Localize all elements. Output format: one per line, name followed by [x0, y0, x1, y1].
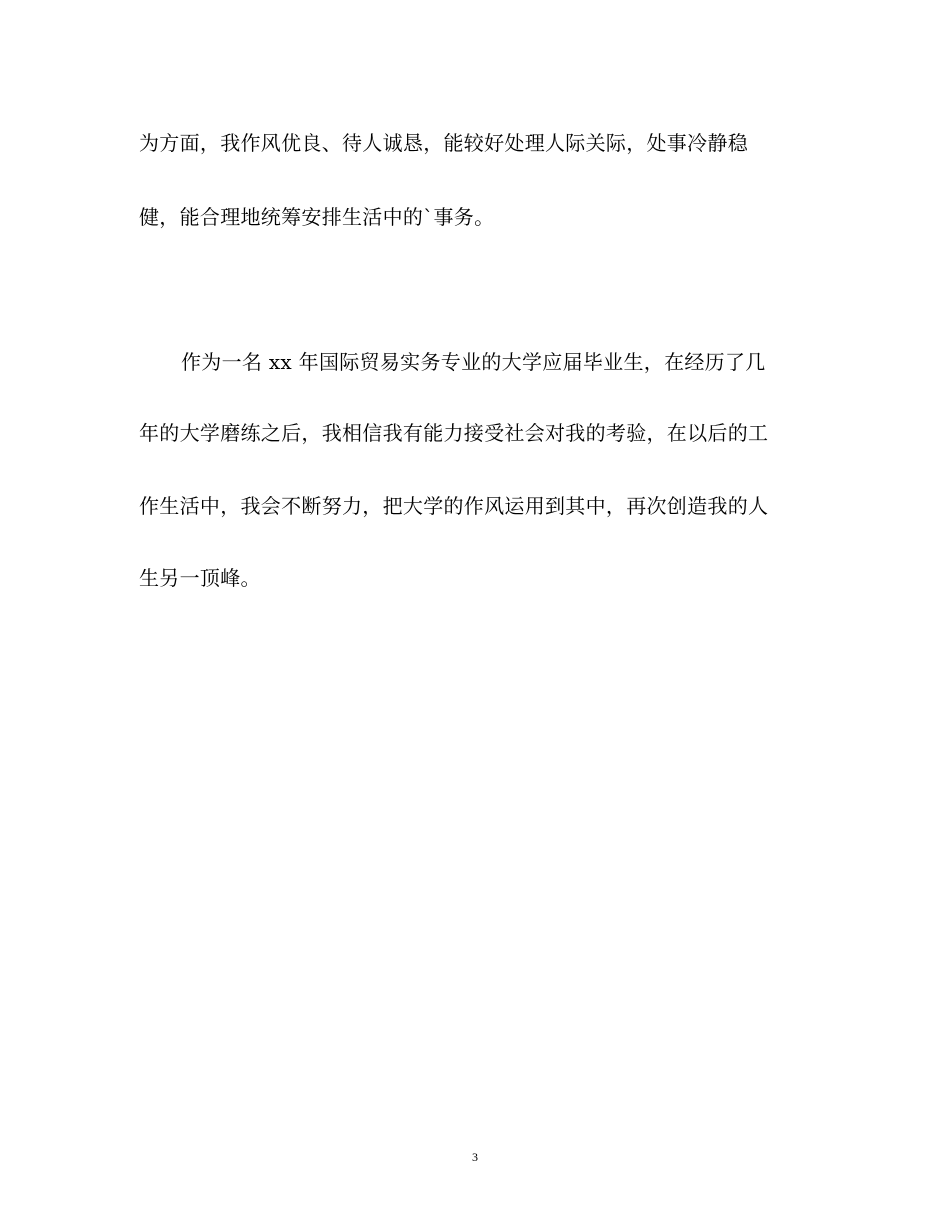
paragraph-2-line-3: 作生活中，我会不断努力，把大学的作风运用到其中，再次创造我的人: [139, 494, 769, 518]
page-number: 3: [472, 1150, 478, 1164]
paragraph-1-line-1: 为方面，我作风优良、待人诚恳，能较好处理人际关际，处事冷静稳: [139, 131, 748, 155]
paragraph-2-line-4: 生另一顶峰。: [139, 566, 261, 590]
paragraph-2-line-2: 年的大学磨练之后，我相信我有能力接受社会对我的考验，在以后的工: [139, 421, 769, 445]
paragraph-1-line-2: 健，能合理地统筹安排生活中的`事务。: [139, 205, 495, 229]
paragraph-2-line-1: 作为一名 xx 年国际贸易实务专业的大学应届毕业生，在经历了几: [181, 350, 766, 374]
